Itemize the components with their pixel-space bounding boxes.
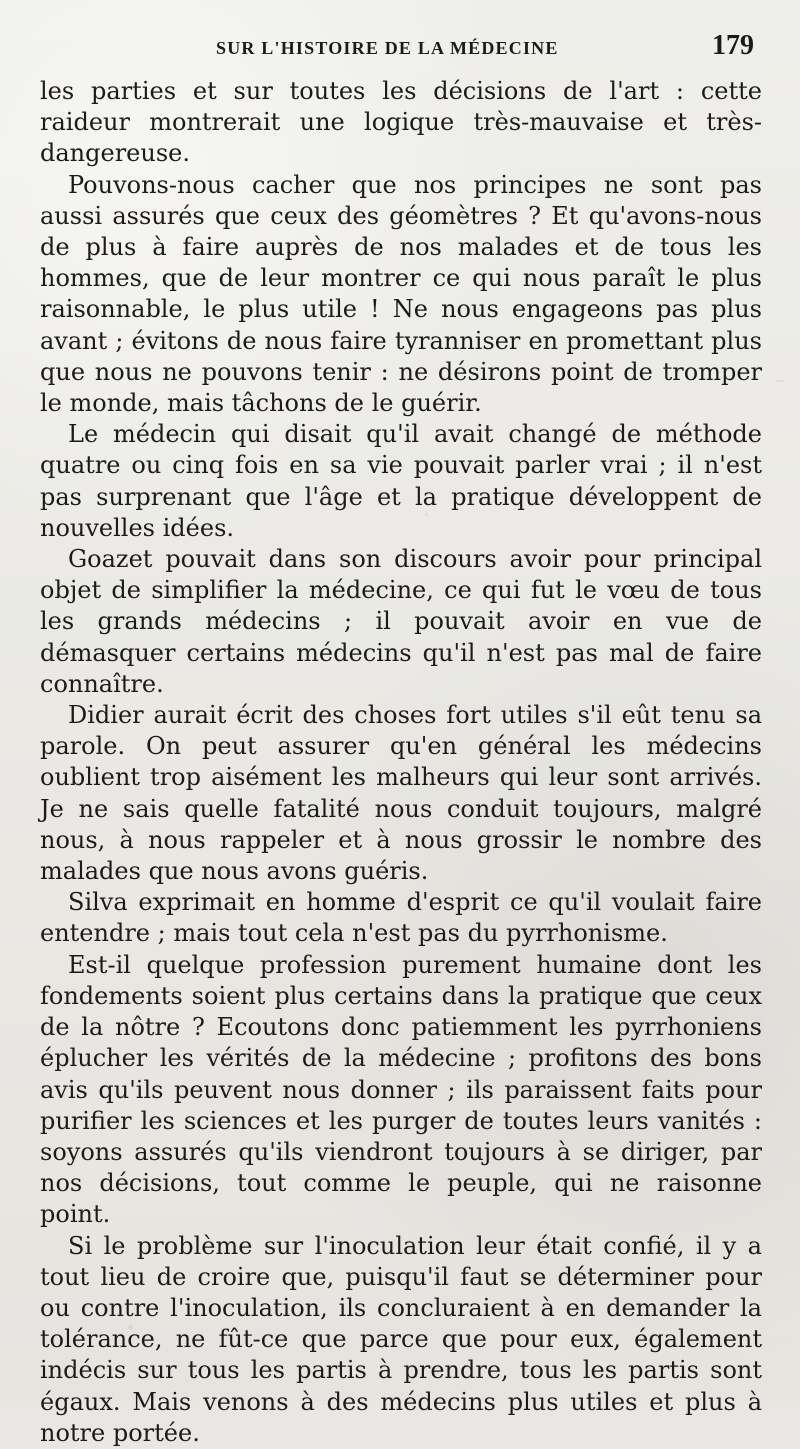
paragraph: les parties et sur toutes les décisions de l'art : cette raideur montrerait une logique très-mauvaise et très-dangereuse. — [40, 77, 762, 168]
paragraph: Pouvons-nous cacher que nos principes ne sont pas aussi assurés que ceux des géomètres ? Et qu'avons-nous de plus à faire auprès de nos malades et de tous les hommes, que de leur montrer ce qui nous paraît le plus raisonnable, le plus utile ! Ne nous engageons pas plus avant ; évitons de nous faire tyranniser en promettant plus que nous ne pouvons tenir : ne désirons point de tromper le monde, mais tâchons de le guérir. — [40, 170, 762, 418]
paragraph: Goazet pouvait dans son discours avoir pour principal objet de simplifier la médecine, ce qui fut le vœu de tous les grands médecins ; il pouvait avoir en vue de démasquer certains médecins qu'il n'est pas mal de faire connaître. — [40, 545, 762, 698]
page-number: 179 — [712, 30, 754, 61]
paragraph: Didier aurait écrit des choses fort utiles s'il eût tenu sa parole. On peut assurer qu'en général les médecins oublient trop aisément les malheurs qui leur sont arrivés. Je ne sais quelle fatalité nous conduit toujours, malgré nous, à nous rappeler et à nous grossir le nombre des malades que nous avons guéris. — [40, 701, 762, 886]
paragraph: Est-il quelque profession purement humaine dont les fondements soient plus certains dans la pratique que ceux de la nôtre ? Ecoutons donc patiemment les pyrrhoniens éplucher les vérités de la médecine ; profitons des bons avis qu'ils peuvent nous donner ; ils paraissent faits pour purifier les sciences et les purger de toutes leurs vanités : soyons assurés qu'ils viendront toujours à se diriger, par nos décisions, tout comme le peuple, qui ne raisonne point. — [40, 950, 762, 1229]
body-text — [40, 76, 762, 1449]
running-head: SUR L'HISTOIRE DE LA MÉDECINE — [216, 38, 559, 58]
paragraph: Silva exprimait en homme d'esprit ce qu'il voulait faire entendre ; mais tout cela n'est pas du pyrrhonisme. — [40, 888, 762, 948]
paper-spot — [775, 380, 785, 382]
paragraph: Le médecin qui disait qu'il avait changé de méthode quatre ou cinq fois en sa vie pouvait parler vrai ; il n'est pas surprenant que l'âge et la pratique développent de nouvelles idées. — [40, 420, 762, 542]
paragraph: Si le problème sur l'inoculation leur était confié, il y a tout lieu de croire que, puisqu'il faut se déterminer pour ou contre l'inoculation, ils concluraient à en demander la tolérance, ne fût-ce que parce que pour eux, également indécis sur tous les partis à prendre, tous les partis sont égaux. Mais venons à des médecins plus utiles et plus à notre portée. — [40, 1231, 762, 1447]
page-header — [40, 28, 762, 76]
